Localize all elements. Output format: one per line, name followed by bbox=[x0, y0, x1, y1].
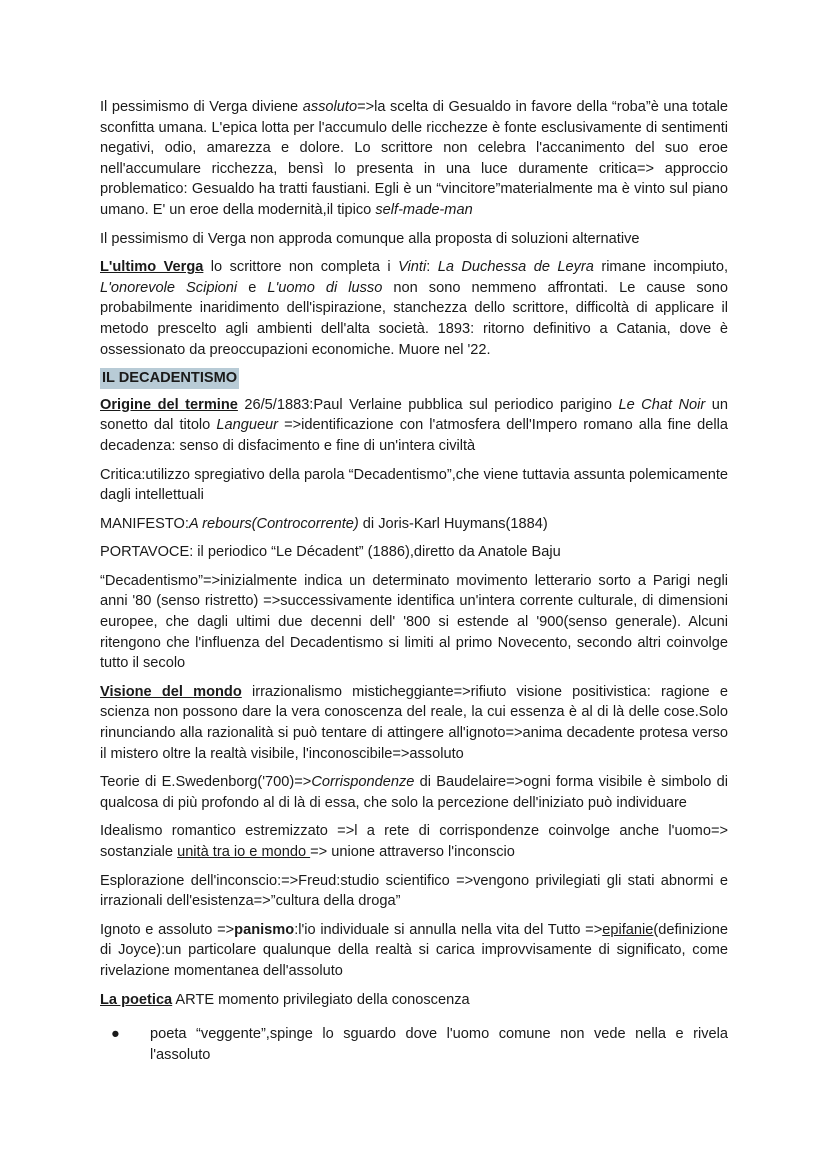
text-run: Teorie di E.Swedenborg('700)=> bbox=[100, 774, 312, 791]
section-heading: IL DECADENTISMO bbox=[100, 368, 239, 389]
italic-term: Langueur bbox=[216, 417, 279, 434]
document-page bbox=[100, 97, 728, 1065]
text-run: Ignoto e assoluto => bbox=[100, 921, 235, 938]
italic-term: Vinti bbox=[398, 259, 427, 276]
paragraph-inconscio: Esplorazione dell'inconscio:=>Freud:studio scientifico =>vengono privilegiati gli stati abnormi e irrazionali dell'esistenza=>”cultura della droga” bbox=[100, 872, 728, 910]
paragraph-origine-termine bbox=[100, 395, 728, 457]
paragraph-manifesto bbox=[100, 514, 728, 535]
text-run: non sono nemmeno affrontati. Le cause sono probabilmente inaridimento dell'ispirazione, stanchezza dello scrittore, difficoltà di applicare il metodo prescelto agli ambienti dell'alta società. 1893: ritorno definitivo a Catania, dove è ossessionato da preoccupazioni economiche. Muore nel '22. bbox=[100, 279, 729, 358]
text-run: lo scrittore non completa i bbox=[203, 259, 399, 276]
paragraph-visione-mondo bbox=[100, 682, 728, 764]
paragraph-portavoce: PORTAVOCE: il periodico “Le Décadent” (1886),diretto da Anatole Baju bbox=[100, 544, 561, 561]
italic-term: La Duchessa de Leyra bbox=[437, 259, 594, 276]
section-heading-wrapper bbox=[100, 368, 728, 395]
list-item-text: poeta “veggente”,spinge lo sguardo dove l'uomo comune non vede nella e rivela l'assoluto bbox=[150, 1026, 728, 1063]
italic-term: L'uomo di lusso bbox=[267, 279, 383, 296]
text-run: MANIFESTO: bbox=[100, 515, 189, 532]
text-run: (definizione di Joyce):un particolare qualunque della realtà si carica improvvisamente di significato, come rivelazione momentanea dell'assoluto bbox=[100, 921, 728, 979]
paragraph-panismo bbox=[100, 920, 728, 982]
text-run: irrazionalismo misticheggiante=>rifiuto visione positivistica: ragione e scienza non possono dare la vera conoscenza del reale, la cui essenza è al di là delle cose.Solo rinunciando alla razionalità si può tentare di attingere all'ignoto=>anima decadente protesa verso il mistero oltre la realtà visibile, l'inconoscibile=>assoluto bbox=[100, 683, 728, 762]
italic-term: assoluto bbox=[302, 99, 358, 115]
text-run: => unione attraverso l'inconscio bbox=[310, 844, 515, 860]
text-run: di Joris-Karl Huymans(1884) bbox=[358, 515, 548, 532]
subheading-ultimo-verga: L'ultimo Verga bbox=[100, 259, 204, 276]
italic-term: self-made-man bbox=[375, 201, 473, 218]
paragraph-poetica bbox=[100, 990, 728, 1011]
bullet-icon: ● bbox=[111, 1026, 120, 1043]
text-run: :l'io individuale si annulla nella vita del Tutto => bbox=[294, 921, 603, 938]
paragraph-decadentismo-def: “Decadentismo”=>inizialmente indica un determinato movimento letterario sorto a Parigi negli anni '80 (senso ristretto) =>successivamente identifica un'intera corrente culturale, di dimensioni europee, che dagli ultimi due decenni dell' '800 si estende al '900(senso generale). Alcuni ritengono che l'influenza del Decadentismo si limiti al primo Novecento, secondo altri coinvolge tutto il secolo bbox=[100, 572, 728, 672]
underlined-term: unità tra io e mondo bbox=[177, 844, 311, 860]
text-run: =>identificazione con l'atmosfera dell'Impero romano alla fine della decadenza: senso di disfacimento e fine di un'intera civiltà bbox=[100, 417, 728, 454]
subheading-poetica: La poetica bbox=[100, 991, 173, 1008]
italic-term: L'onorevole Scipioni bbox=[100, 279, 238, 296]
paragraph-no-alternatives: Il pessimismo di Verga non approda comunque alla proposta di soluzioni alternative bbox=[100, 230, 640, 247]
subheading-visione: Visione del mondo bbox=[100, 683, 242, 700]
paragraph-idealismo bbox=[100, 821, 728, 862]
text-run: 26/5/1883:Paul Verlaine pubblica sul periodico parigino bbox=[237, 396, 619, 413]
text-run: di Baudelaire=>ogni forma visibile è simbolo di qualcosa di più profondo al di là di essa, che solo la percezione dell'iniziato può individuare bbox=[100, 774, 729, 811]
text-run: e bbox=[237, 279, 268, 296]
text-run: Il pessimismo di Verga diviene bbox=[100, 99, 303, 115]
paragraph-critica: Critica:utilizzo spregiativo della parola “Decadentismo”,che viene tuttavia assunta polemicamente dagli intellettuali bbox=[100, 466, 728, 504]
underlined-term: epifanie bbox=[602, 921, 654, 938]
text-run: rimane incompiuto, bbox=[593, 259, 729, 276]
text-run: =>la scelta di Gesualdo in favore della “roba”è una totale sconfitta umana. L'epica lotta per l'accumulo delle ricchezze è fonte esclusivamente di sentimenti negativi, odio, amarezza e dolore. Lo scrittore non celebra l'accanimento del suo eroe nell'accumulare ricchezza, bensì lo presenta in una luce duramente critica=> approccio problematico: Gesualdo ha tratti faustiani. Egli è un “vincitore”materialmente ma è vinto sul piano umano. E' un eroe della modernità,il tipico bbox=[100, 99, 728, 218]
italic-term: Corrispondenze bbox=[311, 774, 415, 791]
italic-term: A rebours(Controcorrente) bbox=[188, 515, 359, 532]
text-run: : bbox=[426, 259, 438, 276]
paragraph-verga-pessimism bbox=[100, 97, 728, 221]
text-run: un sonetto dal titolo bbox=[100, 396, 728, 434]
text-run: ARTE momento privilegiato della conoscenza bbox=[172, 991, 470, 1008]
subheading-origine: Origine del termine bbox=[100, 396, 238, 413]
paragraph-swedenborg bbox=[100, 772, 728, 813]
paragraph-ultimo-verga bbox=[100, 257, 728, 360]
italic-term: Le Chat Noir bbox=[618, 396, 706, 413]
bold-term: panismo bbox=[234, 921, 295, 938]
bullet-list bbox=[100, 1024, 728, 1065]
list-item bbox=[100, 1024, 728, 1065]
text-run: Idealismo romantico estremizzato =>l a rete di corrispondenze coinvolge anche l'uomo=> sostanziale bbox=[100, 823, 728, 860]
